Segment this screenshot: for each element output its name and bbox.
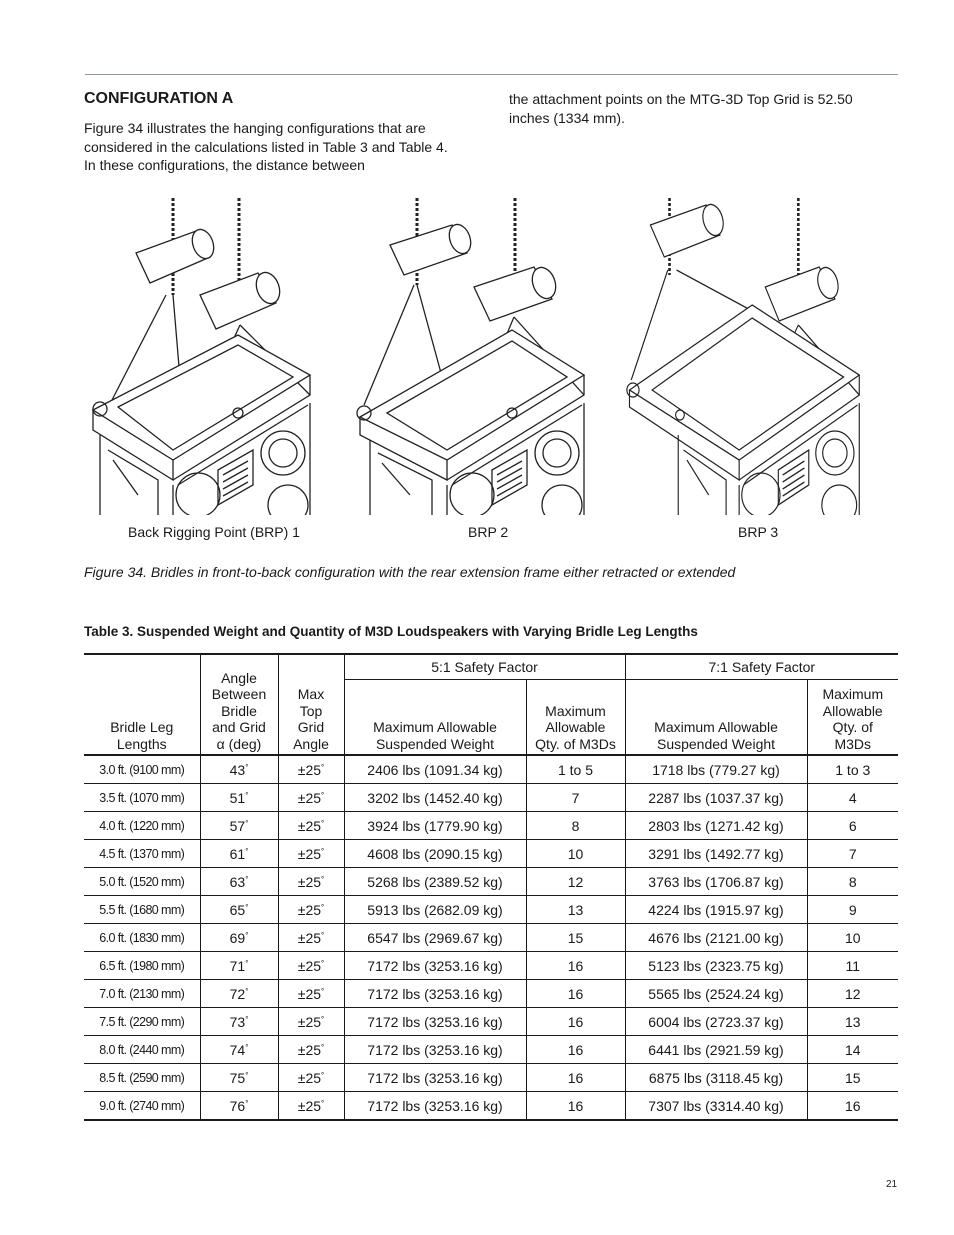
cell-bridle-length: 7.0 ft. (2130 mm)	[84, 980, 200, 1008]
weights-table	[84, 653, 898, 1121]
cell-max-top-angle: ±25°	[278, 784, 344, 812]
cell-qty-7: 10	[807, 924, 898, 952]
cell-angle: 51°	[200, 784, 278, 812]
header-angle: Angle Between Bridle and Grid α (deg)	[200, 654, 278, 755]
cell-bridle-length: 9.0 ft. (2740 mm)	[84, 1092, 200, 1121]
cell-max-top-angle: ±25°	[278, 980, 344, 1008]
cell-bridle-length: 6.5 ft. (1980 mm)	[84, 952, 200, 980]
cell-qty-5: 15	[526, 924, 625, 952]
cell-max-top-angle: ±25°	[278, 896, 344, 924]
degree-symbol: °	[245, 930, 249, 940]
cell-qty-7: 8	[807, 868, 898, 896]
cell-weight-5: 5268 lbs (2389.52 kg)	[344, 868, 526, 896]
section-heading: CONFIGURATION A	[84, 90, 234, 107]
intro-paragraph-right: the attachment points on the MTG-3D Top Grid is 52.50 inches (1334 mm).	[509, 91, 853, 126]
table-row	[84, 1064, 898, 1092]
degree-symbol: °	[321, 1070, 325, 1080]
cell-angle: 65°	[200, 896, 278, 924]
cell-weight-5: 3202 lbs (1452.40 kg)	[344, 784, 526, 812]
header-safety-factor-7: 7:1 Safety Factor	[625, 654, 898, 680]
cell-max-top-angle: ±25°	[278, 952, 344, 980]
cell-bridle-length: 6.0 ft. (1830 mm)	[84, 924, 200, 952]
cell-angle: 69°	[200, 924, 278, 952]
cell-weight-5: 7172 lbs (3253.16 kg)	[344, 1064, 526, 1092]
cell-max-top-angle: ±25°	[278, 924, 344, 952]
cell-max-top-angle: ±25°	[278, 1008, 344, 1036]
cell-weight-7: 7307 lbs (3314.40 kg)	[625, 1092, 807, 1121]
cell-angle: 72°	[200, 980, 278, 1008]
cell-weight-7: 5565 lbs (2524.24 kg)	[625, 980, 807, 1008]
degree-symbol: °	[245, 846, 249, 856]
degree-symbol: °	[245, 958, 249, 968]
table-row	[84, 868, 898, 896]
table-row	[84, 980, 898, 1008]
cell-weight-7: 6875 lbs (3118.45 kg)	[625, 1064, 807, 1092]
cell-angle: 63°	[200, 868, 278, 896]
cell-bridle-length: 4.0 ft. (1220 mm)	[84, 812, 200, 840]
cell-qty-7: 11	[807, 952, 898, 980]
degree-symbol: °	[245, 1042, 249, 1052]
cell-angle: 43°	[200, 755, 278, 784]
cell-weight-5: 7172 lbs (3253.16 kg)	[344, 980, 526, 1008]
degree-symbol: °	[245, 818, 249, 828]
cell-bridle-length: 4.5 ft. (1370 mm)	[84, 840, 200, 868]
cell-qty-5: 10	[526, 840, 625, 868]
figure-brp2-illustration	[352, 195, 587, 515]
degree-symbol: °	[321, 762, 325, 772]
cell-qty-7: 15	[807, 1064, 898, 1092]
intro-paragraph-left: Figure 34 illustrates the hanging configurations that are considered in the calculations listed in Table 3 and Table 4. In these configurations, the distance between	[84, 120, 448, 173]
degree-symbol: °	[321, 1042, 325, 1052]
cell-qty-7: 4	[807, 784, 898, 812]
cell-weight-7: 1718 lbs (779.27 kg)	[625, 755, 807, 784]
cell-weight-5: 2406 lbs (1091.34 kg)	[344, 755, 526, 784]
cell-weight-5: 5913 lbs (2682.09 kg)	[344, 896, 526, 924]
degree-symbol: °	[321, 930, 325, 940]
header-qty-7: Maximum Allowable Qty. of M3Ds	[807, 680, 898, 756]
table-title: Table 3. Suspended Weight and Quantity of M3D Loudspeakers with Varying Bridle Leg Lengths	[84, 624, 698, 639]
degree-symbol: °	[245, 1014, 249, 1024]
cell-qty-5: 1 to 5	[526, 755, 625, 784]
degree-symbol: °	[321, 1098, 325, 1108]
cell-qty-5: 8	[526, 812, 625, 840]
cell-weight-5: 7172 lbs (3253.16 kg)	[344, 1036, 526, 1064]
cell-angle: 57°	[200, 812, 278, 840]
cell-weight-7: 6004 lbs (2723.37 kg)	[625, 1008, 807, 1036]
degree-symbol: °	[321, 790, 325, 800]
cell-weight-5: 7172 lbs (3253.16 kg)	[344, 1092, 526, 1121]
figure-label-brp3: BRP 3	[738, 524, 779, 540]
cell-weight-5: 4608 lbs (2090.15 kg)	[344, 840, 526, 868]
table-row	[84, 840, 898, 868]
cell-angle: 74°	[200, 1036, 278, 1064]
cell-bridle-length: 8.5 ft. (2590 mm)	[84, 1064, 200, 1092]
cell-max-top-angle: ±25°	[278, 1064, 344, 1092]
degree-symbol: °	[245, 762, 249, 772]
figure-brp3-illustration	[626, 195, 861, 515]
table-row	[84, 1008, 898, 1036]
cell-qty-7: 13	[807, 1008, 898, 1036]
degree-symbol: °	[321, 874, 325, 884]
table-row	[84, 896, 898, 924]
cell-weight-5: 3924 lbs (1779.90 kg)	[344, 812, 526, 840]
cell-qty-5: 13	[526, 896, 625, 924]
cell-angle: 76°	[200, 1092, 278, 1121]
cell-qty-7: 9	[807, 896, 898, 924]
figure-label-brp1: Back Rigging Point (BRP) 1	[128, 524, 300, 540]
cell-weight-5: 7172 lbs (3253.16 kg)	[344, 952, 526, 980]
page-number: 21	[886, 1179, 898, 1190]
cell-weight-7: 5123 lbs (2323.75 kg)	[625, 952, 807, 980]
header-qty-5: Maximum Allowable Qty. of M3Ds	[526, 680, 625, 756]
cell-weight-7: 3763 lbs (1706.87 kg)	[625, 868, 807, 896]
degree-symbol: °	[245, 1098, 249, 1108]
header-safety-factor-5: 5:1 Safety Factor	[344, 654, 625, 680]
degree-symbol: °	[245, 874, 249, 884]
header-weight-7: Maximum Allowable Suspended Weight	[625, 680, 807, 756]
cell-bridle-length: 7.5 ft. (2290 mm)	[84, 1008, 200, 1036]
table-row	[84, 924, 898, 952]
table-row	[84, 1092, 898, 1121]
cell-qty-5: 16	[526, 1092, 625, 1121]
degree-symbol: °	[321, 818, 325, 828]
figure-caption: Figure 34. Bridles in front-to-back configuration with the rear extension frame either retracted or extended	[84, 564, 736, 580]
cell-qty-7: 14	[807, 1036, 898, 1064]
table-row	[84, 784, 898, 812]
cell-qty-5: 16	[526, 1064, 625, 1092]
cell-angle: 61°	[200, 840, 278, 868]
cell-bridle-length: 5.5 ft. (1680 mm)	[84, 896, 200, 924]
cell-angle: 75°	[200, 1064, 278, 1092]
cell-qty-7: 12	[807, 980, 898, 1008]
cell-angle: 73°	[200, 1008, 278, 1036]
degree-symbol: °	[321, 958, 325, 968]
cell-weight-7: 4224 lbs (1915.97 kg)	[625, 896, 807, 924]
header-bridle-leg: Bridle Leg Lengths	[84, 654, 200, 755]
degree-symbol: °	[245, 902, 249, 912]
degree-symbol: °	[321, 902, 325, 912]
degree-symbol: °	[245, 986, 249, 996]
cell-bridle-length: 3.5 ft. (1070 mm)	[84, 784, 200, 812]
cell-qty-5: 16	[526, 1008, 625, 1036]
cell-qty-5: 16	[526, 1036, 625, 1064]
cell-weight-7: 2803 lbs (1271.42 kg)	[625, 812, 807, 840]
cell-weight-7: 4676 lbs (2121.00 kg)	[625, 924, 807, 952]
degree-symbol: °	[245, 1070, 249, 1080]
cell-qty-7: 7	[807, 840, 898, 868]
cell-qty-5: 7	[526, 784, 625, 812]
cell-max-top-angle: ±25°	[278, 1036, 344, 1064]
header-weight-5: Maximum Allowable Suspended Weight	[344, 680, 526, 756]
cell-qty-7: 16	[807, 1092, 898, 1121]
table-row	[84, 1036, 898, 1064]
cell-bridle-length: 5.0 ft. (1520 mm)	[84, 868, 200, 896]
degree-symbol: °	[321, 986, 325, 996]
cell-weight-7: 2287 lbs (1037.37 kg)	[625, 784, 807, 812]
header-max-top-grid-angle: Max Top Grid Angle	[278, 654, 344, 755]
header-rule	[85, 74, 898, 75]
cell-qty-5: 12	[526, 868, 625, 896]
cell-weight-7: 6441 lbs (2921.59 kg)	[625, 1036, 807, 1064]
degree-symbol: °	[245, 790, 249, 800]
cell-qty-5: 16	[526, 952, 625, 980]
figure-brp1-illustration	[78, 195, 313, 515]
cell-max-top-angle: ±25°	[278, 1092, 344, 1121]
cell-weight-5: 7172 lbs (3253.16 kg)	[344, 1008, 526, 1036]
cell-max-top-angle: ±25°	[278, 868, 344, 896]
table-row	[84, 755, 898, 784]
cell-bridle-length: 8.0 ft. (2440 mm)	[84, 1036, 200, 1064]
cell-angle: 71°	[200, 952, 278, 980]
degree-symbol: °	[321, 846, 325, 856]
cell-weight-5: 6547 lbs (2969.67 kg)	[344, 924, 526, 952]
cell-max-top-angle: ±25°	[278, 755, 344, 784]
cell-qty-7: 1 to 3	[807, 755, 898, 784]
cell-qty-7: 6	[807, 812, 898, 840]
table-row	[84, 952, 898, 980]
cell-weight-7: 3291 lbs (1492.77 kg)	[625, 840, 807, 868]
cell-qty-5: 16	[526, 980, 625, 1008]
cell-max-top-angle: ±25°	[278, 812, 344, 840]
cell-max-top-angle: ±25°	[278, 840, 344, 868]
figure-label-brp2: BRP 2	[468, 524, 509, 540]
cell-bridle-length: 3.0 ft. (9100 mm)	[84, 755, 200, 784]
table-row	[84, 812, 898, 840]
degree-symbol: °	[321, 1014, 325, 1024]
